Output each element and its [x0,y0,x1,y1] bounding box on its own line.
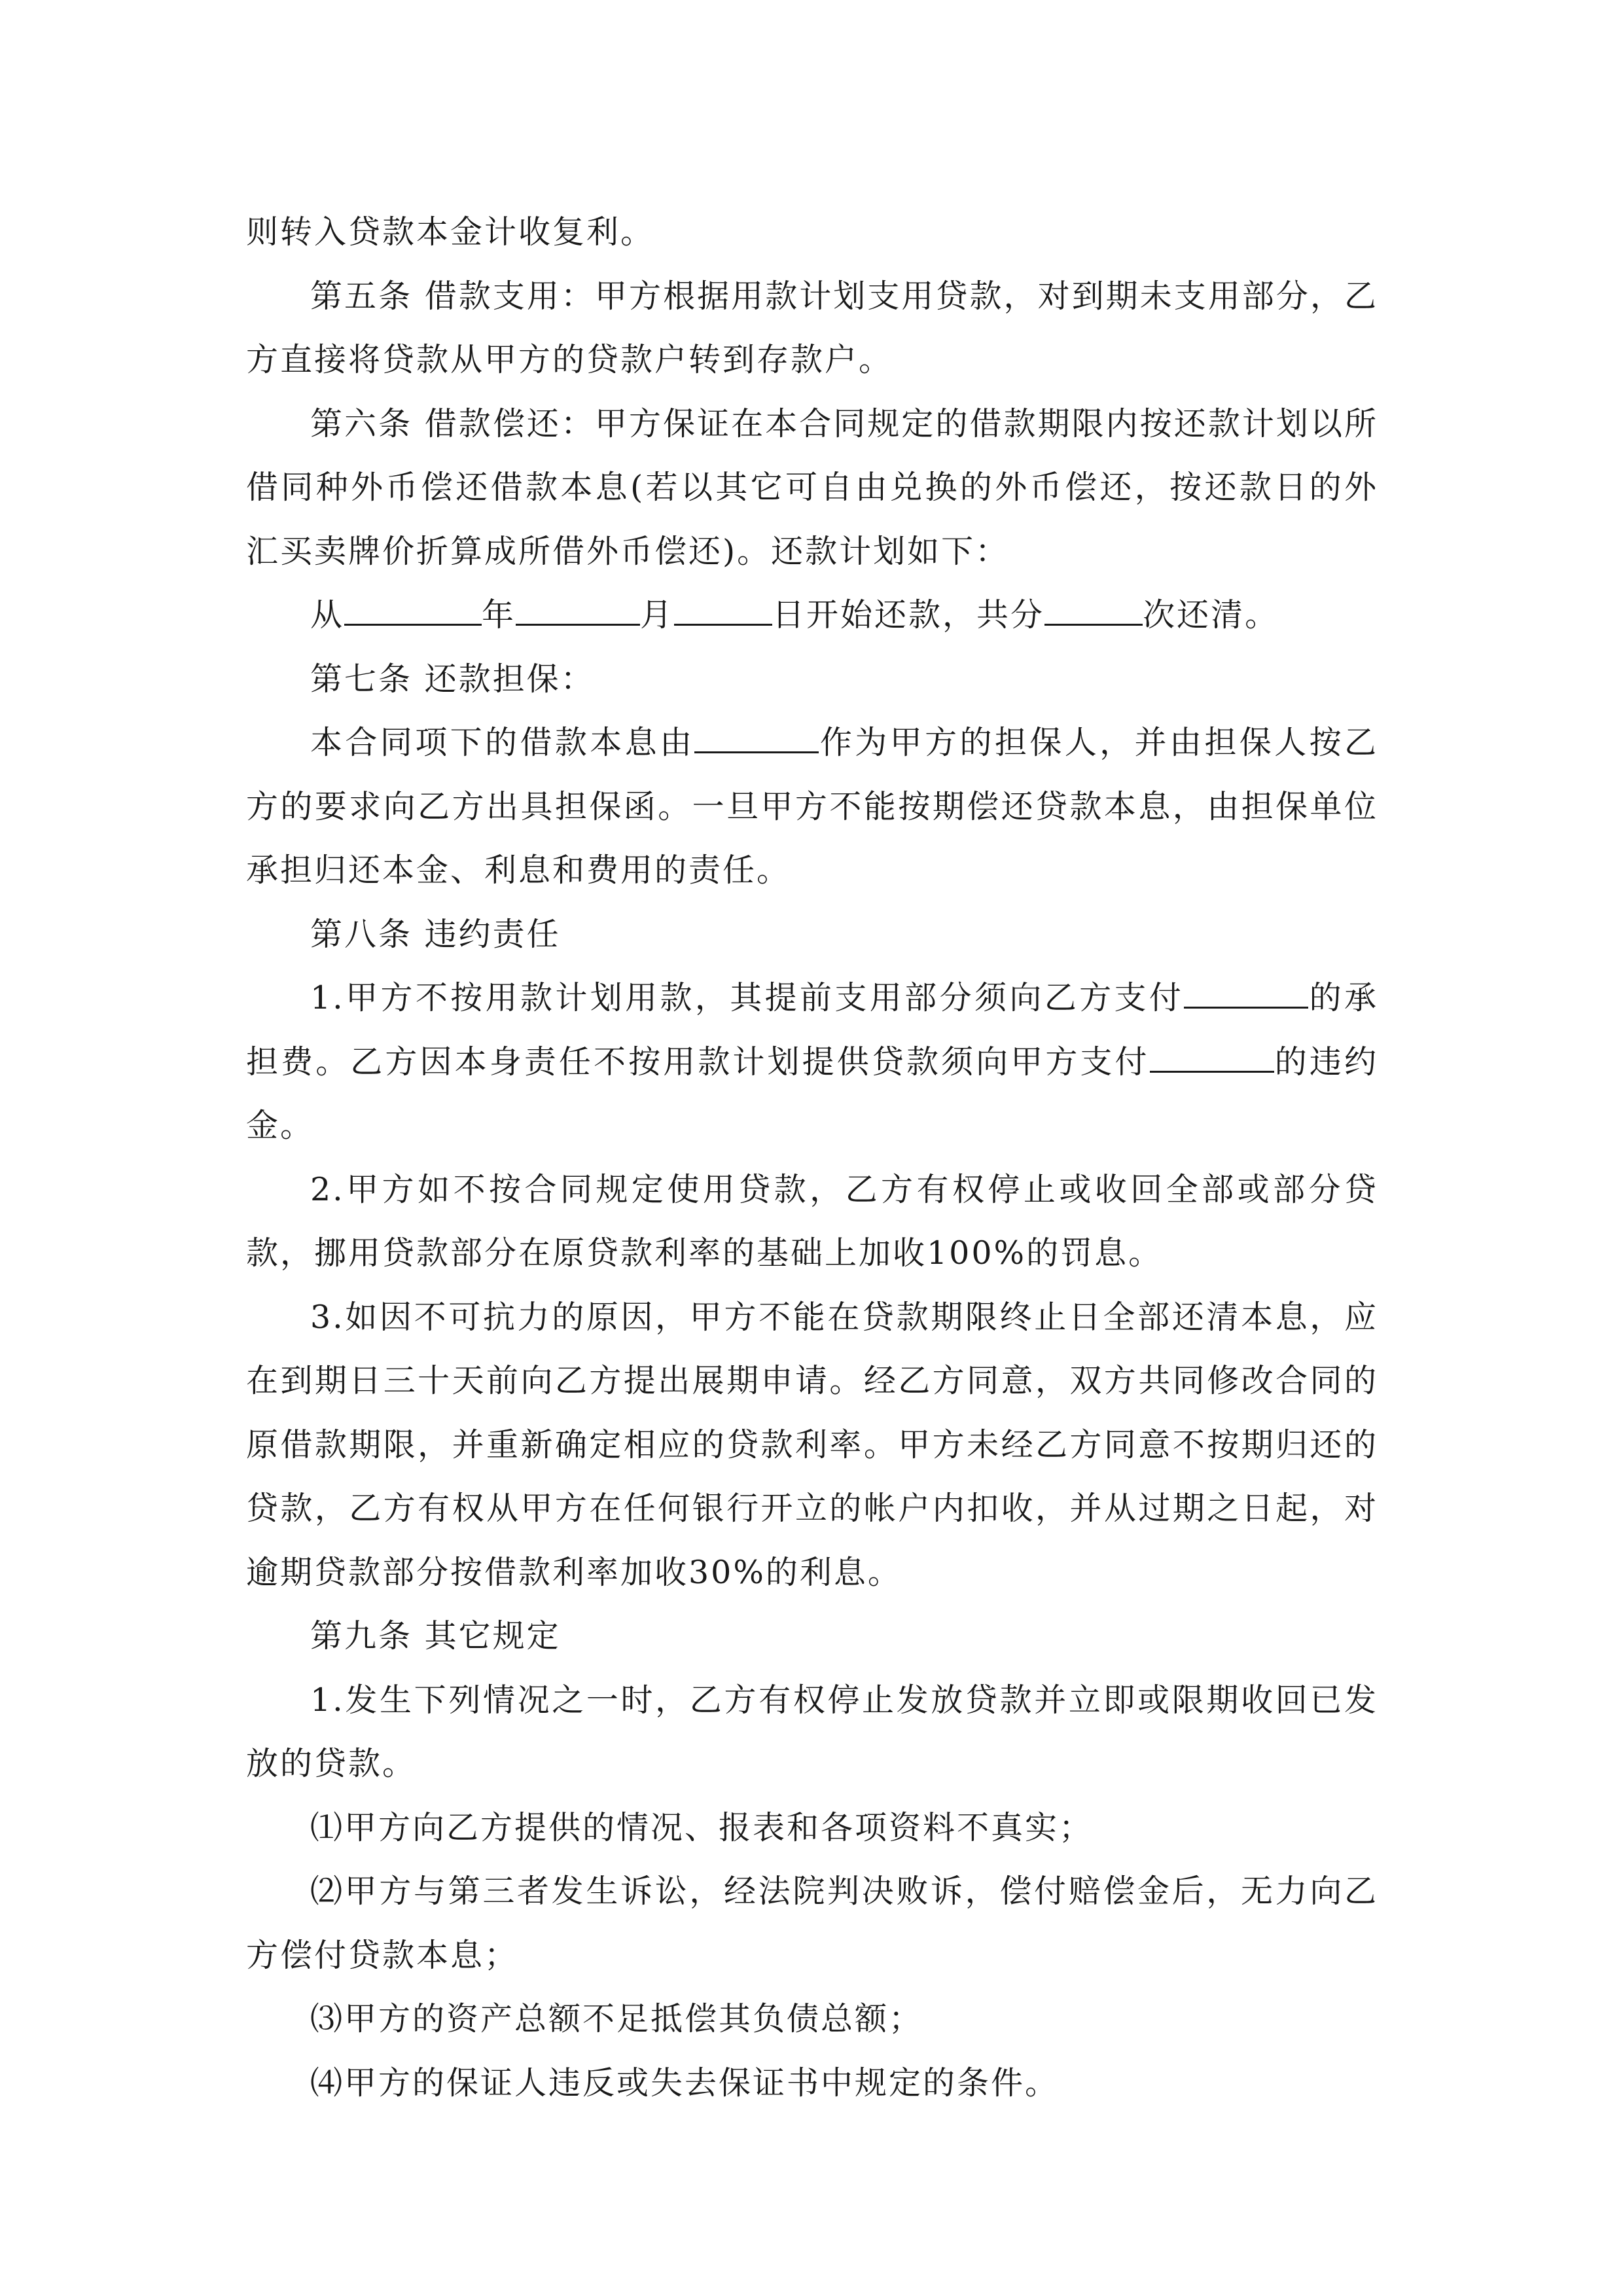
article-9-subitem-2: ⑵甲方与第三者发生诉讼，经法院判决败诉，偿付赔偿金后，无力向乙方偿付贷款本息； [246,1873,1378,1974]
commitment-fee-text: 1.甲方不按用款计划用款，其提前支用部分须向乙方支付 [310,979,1185,1016]
repayment-day-blank[interactable] [674,598,772,626]
commitment-fee-blank[interactable] [1184,980,1308,1009]
article-8-item-1 [246,966,1378,1158]
article-9-heading: 第九条 其它规定 [310,1617,561,1655]
repayment-from-label: 从 [310,596,345,634]
repayment-schedule-line [246,583,1378,647]
guarantor-blank[interactable] [694,725,819,753]
penalty-text: 的承担费。乙方因本身责任不按用款计划提供贷款须向甲方支付 [246,979,1378,1081]
article-6-loan-repayment: 第六条 借款偿还：甲方保证在本合同规定的借款期限内按还款计划以所借同种外币偿还借款本息(若以其它可自由兑换的外币偿还，按还款日的外汇买卖牌价折算成所借外币偿还)。还款计划如下： [246,404,1378,570]
article-9-subitem-4: ⑷甲方的保证人违反或失去保证书中规定的条件。 [310,2064,1060,2102]
penalty-blank[interactable] [1150,1045,1274,1073]
article-8-item-3: 3.如因不可抗力的原因，甲方不能在贷款期限终止日全部还清本息，应在到期日三十天前向乙方提出展期申请。经乙方同意，双方共同修改合同的原借款期限，并重新确定相应的贷款利率。甲方未经乙方同意不按期归还的贷款，乙方有权从甲方在任何银行开立的帐户内扣收，并从过期之日起，对逾期贷款部分按借款利率加收30%的利息。 [246,1298,1378,1591]
article-9-subitem-3: ⑶甲方的资产总额不足抵偿其负债总额； [310,2000,923,2037]
guarantee-text-rest: 作为甲方的担保人，并由担保人按乙方的要求向乙方出具担保函。一旦甲方不能按期偿还贷款本息，由担保单位承担归还本金、利息和费用的责任。 [246,724,1378,889]
repayment-month-blank[interactable] [516,598,640,626]
article-8-item-2: 2.甲方如不按合同规定使用贷款，乙方有权停止或收回全部或部分贷款，挪用贷款部分在原贷款利率的基础上加收100%的罚息。 [246,1170,1378,1272]
article-7-guarantee [246,711,1378,903]
article-7-heading: 第七条 还款担保： [310,660,595,698]
penalty-text-end: 的违约金。 [246,1043,1378,1144]
paragraph-compound-interest: 则转入贷款本金计收复利。 [246,213,655,251]
repayment-year-label: 年 [482,596,516,634]
article-9-subitem-1: ⑴甲方向乙方提供的情况、报表和各项资料不真实； [310,1808,1094,1846]
repayment-month-label: 月 [640,596,675,634]
repayment-times-label: 次还清。 [1143,596,1279,634]
document-body [246,200,1378,2115]
repayment-start-label: 日开始还款，共分 [772,596,1045,634]
guarantee-text-start: 本合同项下的借款本息由 [310,724,695,761]
article-8-heading: 第八条 违约责任 [310,915,561,953]
repayment-year-blank[interactable] [344,598,482,626]
article-5-loan-drawdown: 第五条 借款支用：甲方根据用款计划支用贷款，对到期未支用部分，乙方直接将贷款从甲方的贷款户转到存款户。 [246,277,1378,378]
article-9-item-1: 1.发生下列情况之一时，乙方有权停止发放贷款并立即或限期收回已发放的贷款。 [246,1681,1378,1782]
repayment-times-blank[interactable] [1044,598,1143,626]
